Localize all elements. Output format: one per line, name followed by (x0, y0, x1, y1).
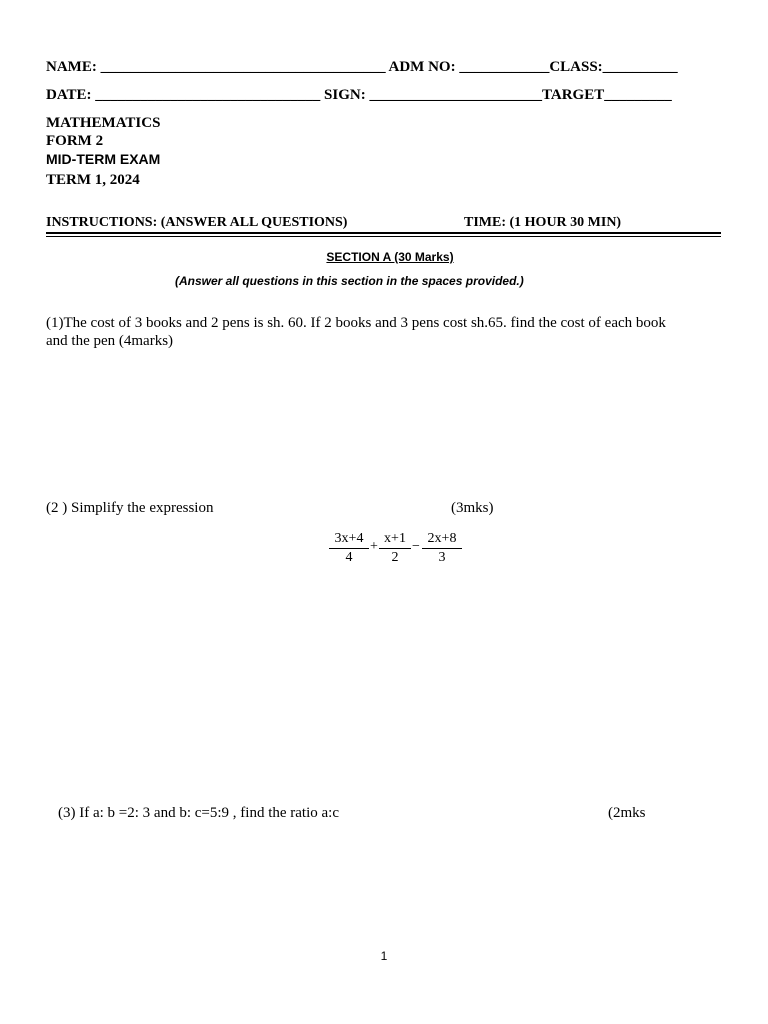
date-sign-row: DATE: ______________________________ SIGN: _______________________TARGET_________ (46, 87, 672, 103)
subject-title: MATHEMATICS (46, 115, 161, 131)
question-1-line-1: (1)The cost of 3 books and 2 pens is sh. 60. If 2 books and 3 pens cost sh.65. find the cost of each book (46, 315, 666, 331)
form-label: FORM 2 (46, 133, 104, 149)
question-1-line-2: and the pen (4marks) (46, 333, 174, 349)
instructions-rule-thick (46, 232, 721, 234)
page-number: 1 (380, 949, 388, 963)
term-label: TERM 1, 2024 (46, 172, 140, 188)
time-label: TIME: (1 HOUR 30 MIN) (464, 215, 622, 230)
question-3-text: (3) If a: b =2: 3 and b: c=5:9 , find the ratio a:c (58, 805, 340, 821)
fraction-1-numerator: 3x+4 (334, 531, 364, 546)
fraction-2-denominator: 2 (391, 550, 399, 565)
instructions-label: INSTRUCTIONS: (ANSWER ALL QUESTIONS) (46, 215, 348, 230)
fraction-term-2 (379, 531, 411, 566)
instructions-rule-thin (46, 236, 721, 237)
question-2-text: (2 ) Simplify the expression (46, 500, 214, 516)
fraction-3-bar (422, 548, 462, 549)
section-title: SECTION A (30 Marks) (326, 250, 454, 264)
fraction-1-bar (329, 548, 369, 549)
fraction-3-denominator: 3 (438, 550, 446, 565)
fraction-2-numerator: x+1 (384, 531, 406, 546)
fraction-1-denominator: 4 (345, 550, 353, 565)
section-subtitle: (Answer all questions in this section in the spaces provided.) (175, 274, 524, 288)
plus-operator: + (370, 539, 378, 554)
fraction-2-bar (379, 548, 411, 549)
fraction-term-3 (422, 531, 462, 566)
fraction-term-1 (329, 531, 369, 566)
student-details-row: NAME: ______________________________________ ADM NO: ____________CLASS:__________ (46, 59, 678, 75)
minus-operator: − (412, 539, 420, 554)
question-3-marks: (2mks (608, 805, 646, 821)
question-2-marks: (3mks) (451, 500, 494, 516)
exam-name: MID-TERM EXAM (46, 151, 161, 167)
fraction-3-numerator: 2x+8 (427, 531, 457, 546)
